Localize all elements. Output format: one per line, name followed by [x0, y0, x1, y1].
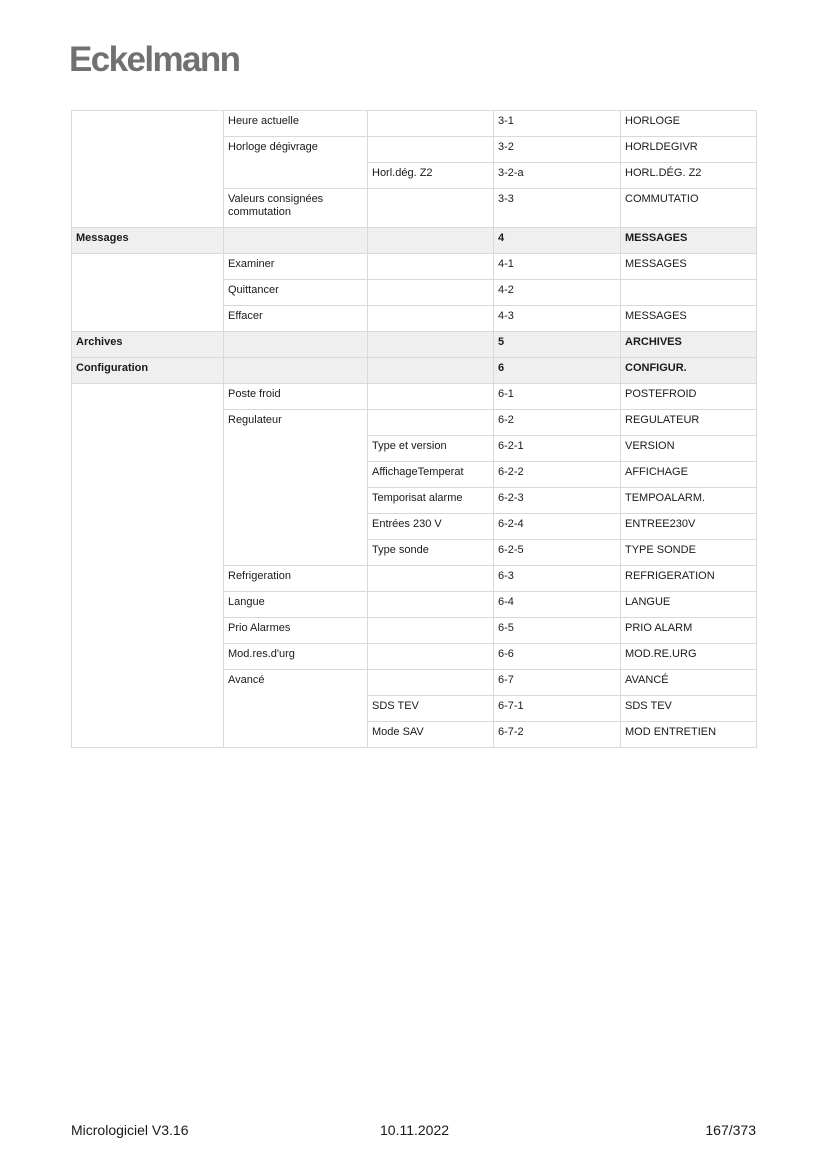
display-text: MESSAGES: [621, 254, 757, 280]
menu-item-name: Heure actuelle: [224, 111, 368, 137]
menu-number: 6: [494, 358, 621, 384]
menu-number: 6-6: [494, 644, 621, 670]
display-text: AVANCÉ: [621, 670, 757, 696]
footer-page-number: 167/373: [705, 1122, 756, 1138]
menu-number: 6-2-3: [494, 488, 621, 514]
display-text: VERSION: [621, 436, 757, 462]
menu-item-name: Poste froid: [224, 384, 368, 410]
display-text: REGULATEUR: [621, 410, 757, 436]
submenu-item-name: [368, 254, 494, 280]
display-text: PRIO ALARM: [621, 618, 757, 644]
menu-item-name: [224, 358, 368, 384]
display-text: HORL.DÉG. Z2: [621, 163, 757, 189]
submenu-item-name: [368, 332, 494, 358]
menu-number: 6-2-2: [494, 462, 621, 488]
submenu-item-name: Entrées 230 V: [368, 514, 494, 540]
submenu-item-name: [368, 228, 494, 254]
menu-number: 6-2-4: [494, 514, 621, 540]
submenu-item-name: [368, 358, 494, 384]
section-title: Configuration: [72, 358, 224, 384]
section-title: Archives: [72, 332, 224, 358]
menu-item-name: Quittancer: [224, 280, 368, 306]
display-text: TYPE SONDE: [621, 540, 757, 566]
display-text: REFRIGERATION: [621, 566, 757, 592]
submenu-item-name: Type sonde: [368, 540, 494, 566]
submenu-item-name: [368, 618, 494, 644]
menu-number: 6-7-1: [494, 696, 621, 722]
menu-item-name: Langue: [224, 592, 368, 618]
menu-structure-table: [71, 110, 757, 748]
menu-item-name: Avancé: [224, 670, 368, 748]
menu-number: 3-2: [494, 137, 621, 163]
submenu-item-name: [368, 592, 494, 618]
menu-item-name: Examiner: [224, 254, 368, 280]
table-row: [72, 111, 757, 137]
submenu-item-name: [368, 384, 494, 410]
menu-number: 6-4: [494, 592, 621, 618]
menu-number: 6-5: [494, 618, 621, 644]
submenu-item-name: Type et version: [368, 436, 494, 462]
menu-number: 4: [494, 228, 621, 254]
submenu-item-name: [368, 410, 494, 436]
group-cell: [72, 254, 224, 332]
menu-number: 4-2: [494, 280, 621, 306]
display-text: HORLDEGIVR: [621, 137, 757, 163]
table-row: [72, 254, 757, 280]
menu-number: 6-7: [494, 670, 621, 696]
menu-number: 6-2-1: [494, 436, 621, 462]
submenu-item-name: [368, 137, 494, 163]
display-text: ARCHIVES: [621, 332, 757, 358]
menu-number: 4-1: [494, 254, 621, 280]
display-text: MESSAGES: [621, 306, 757, 332]
display-text: ENTREE230V: [621, 514, 757, 540]
group-cell: [72, 111, 224, 228]
menu-number: 3-1: [494, 111, 621, 137]
menu-number: 6-1: [494, 384, 621, 410]
display-text: CONFIGUR.: [621, 358, 757, 384]
display-text: LANGUE: [621, 592, 757, 618]
menu-number: 6-7-2: [494, 722, 621, 748]
menu-number: 6-2-5: [494, 540, 621, 566]
menu-item-name: Effacer: [224, 306, 368, 332]
menu-item-name: Refrigeration: [224, 566, 368, 592]
submenu-item-name: Horl.dég. Z2: [368, 163, 494, 189]
section-row: [72, 358, 757, 384]
submenu-item-name: [368, 670, 494, 696]
submenu-item-name: Temporisat alarme: [368, 488, 494, 514]
footer-software-version: Micrologiciel V3.16: [71, 1122, 189, 1138]
display-text: SDS TEV: [621, 696, 757, 722]
section-title: Messages: [72, 228, 224, 254]
menu-number: 6-2: [494, 410, 621, 436]
section-row: [72, 332, 757, 358]
display-text: POSTEFROID: [621, 384, 757, 410]
menu-item-name: Horloge dégivrage: [224, 137, 368, 189]
table-row: [72, 384, 757, 410]
display-text: MESSAGES: [621, 228, 757, 254]
display-text: COMMUTATIO: [621, 189, 757, 228]
section-row: [72, 228, 757, 254]
submenu-item-name: Mode SAV: [368, 722, 494, 748]
menu-number: 4-3: [494, 306, 621, 332]
group-cell: [72, 384, 224, 748]
submenu-item-name: [368, 306, 494, 332]
menu-item-name: Regulateur: [224, 410, 368, 566]
submenu-item-name: [368, 280, 494, 306]
display-text: TEMPOALARM.: [621, 488, 757, 514]
submenu-item-name: SDS TEV: [368, 696, 494, 722]
display-text: HORLOGE: [621, 111, 757, 137]
menu-item-name: [224, 228, 368, 254]
submenu-item-name: [368, 189, 494, 228]
menu-item-name: Valeurs consignées commutation: [224, 189, 368, 228]
display-text: AFFICHAGE: [621, 462, 757, 488]
submenu-item-name: [368, 644, 494, 670]
menu-item-name: [224, 332, 368, 358]
display-text: [621, 280, 757, 306]
footer-date: 10.11.2022: [380, 1122, 450, 1138]
menu-number: 5: [494, 332, 621, 358]
menu-item-name: Mod.res.d'urg: [224, 644, 368, 670]
menu-number: 6-3: [494, 566, 621, 592]
menu-number: 3-3: [494, 189, 621, 228]
submenu-item-name: [368, 111, 494, 137]
menu-item-name: Prio Alarmes: [224, 618, 368, 644]
submenu-item-name: AffichageTemperat: [368, 462, 494, 488]
display-text: MOD.RE.URG: [621, 644, 757, 670]
submenu-item-name: [368, 566, 494, 592]
menu-number: 3-2-a: [494, 163, 621, 189]
company-logo: Eckelmann: [69, 40, 240, 79]
display-text: MOD ENTRETIEN: [621, 722, 757, 748]
